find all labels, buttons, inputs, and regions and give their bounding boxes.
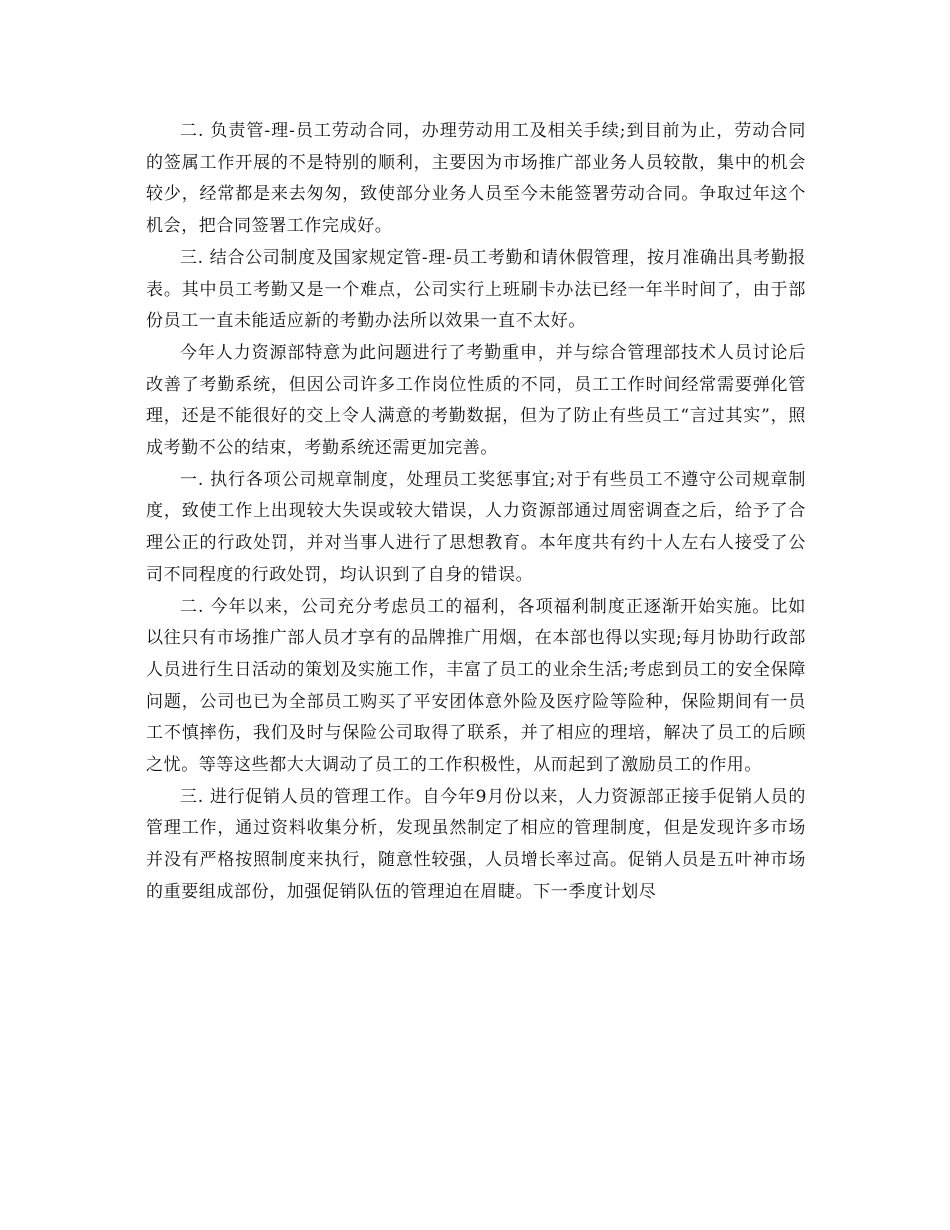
paragraph-attendance-system: 今年人力资源部特意为此问题进行了考勤重申，并与综合管理部技术人员讨论后改善了考勤系统，但因公司许多工作岗位性质的不同，员工工作时间经常需要弹化管理，还是不能很好的交上令人满意的考勤数据，但为了防止有些员工“言过其实”，照成考勤不公的结束，考勤系统还需更加完善。 (146, 342, 806, 459)
paragraph-promoter-management: 三. 进行促销人员的管理工作。自今年9月份以来，人力资源部正接手促销人员的管理工作，通过资料收集分析，发现虽然制定了相应的管理制度，但是发现许多市场并没有严格按照制度来执行，随意性较强，人员增长率过高。促销人员是五叶神市场的重要组成部份，加强促销队伍的管理迫在眉睫。下一季度计划尽 (146, 786, 806, 902)
paragraph-labor-contracts: 二. 负责管-理-员工劳动合同，办理劳动用工及相关手续;到目前为止，劳动合同的签属工作开展的不是特别的顺利，主要因为市场推广部业务人员较散，集中的机会较少，经常都是来去匆匆，致使部分业务人员至今未能签署劳动合同。争取过年这个机会，把合同签署工作完成好。 (146, 121, 806, 237)
document-body (146, 116, 806, 909)
paragraph-rules-discipline: 一. 执行各项公司规章制度，处理员工奖惩事宜;对于有些员工不遵守公司规章制度，致使工作上出现较大失误或较大错误，人力资源部通过周密调查之后，给予了合理公正的行政处罚，并对当事人进行了思想教育。本年度共有约十人左右人接受了公司不同程度的行政处罚，均认识到了自身的错误。 (146, 469, 806, 585)
paragraph-employee-welfare: 二. 今年以来，公司充分考虑员工的福利，各项福利制度正逐渐开始实施。比如以往只有市场推广部人员才享有的品牌推广用烟，在本部也得以实现;每月协助行政部人员进行生日活动的策划及实施工作，丰富了员工的业余生活;考虑到员工的安全保障问题，公司也已为全部员工购买了平安团体意外险及医疗险等险种，保险期间有一员工不慎摔伤，我们及时与保险公司取得了联系，并了相应的理培，解决了员工的后顾之忧。等等这些都大大调动了员工的工作积极性，从而起到了激励员工的作用。 (146, 596, 806, 776)
paragraph-attendance-management: 三. 结合公司制度及国家规定管-理-员工考勤和请休假管理，按月准确出具考勤报表。其中员工考勤又是一个难点，公司实行上班刷卡办法已经一年半时间了，由于部份员工一直未能适应新的考勤办法所以效果一直不太好。 (146, 247, 806, 332)
